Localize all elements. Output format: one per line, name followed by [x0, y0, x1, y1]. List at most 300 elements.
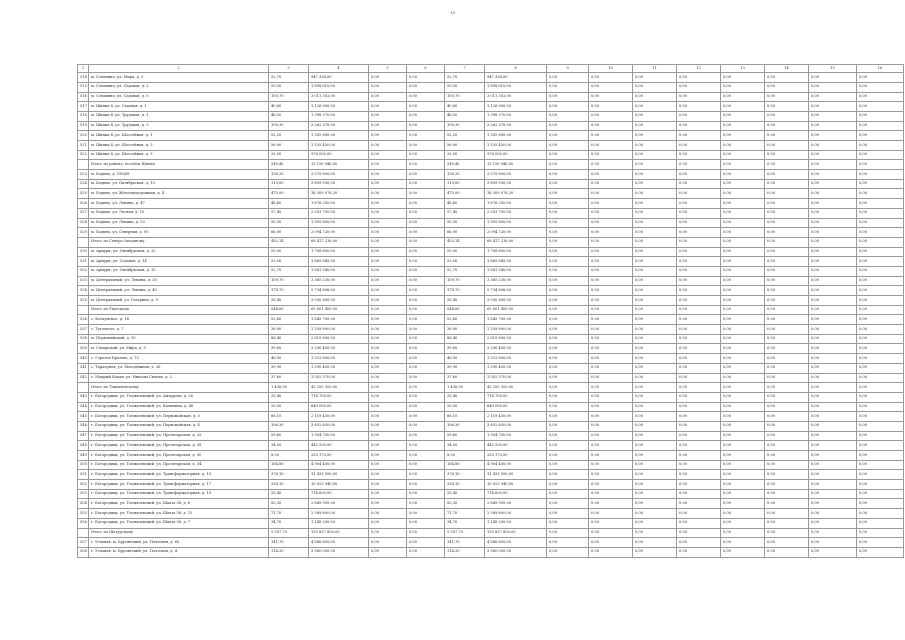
row-number-cell: 521 — [78, 141, 89, 151]
value-cell: 0,00 — [677, 547, 721, 557]
value-cell: 0,00 — [369, 199, 407, 209]
value-cell: 0,00 — [765, 315, 809, 325]
value-cell: 947 334,00 — [309, 73, 369, 83]
value-cell: 0,00 — [589, 111, 633, 121]
value-cell: 0,00 — [721, 266, 765, 276]
address-cell: м. Бодино, ул. Железнодорожная, д. 4 — [89, 189, 269, 199]
value-cell: 15 150 946,00 — [309, 160, 369, 170]
value-cell: 0,00 — [857, 402, 904, 412]
value-cell: 0,00 — [547, 363, 589, 373]
value-cell: 155 837 800,00 — [309, 528, 369, 538]
value-cell: 55,30 — [445, 218, 485, 228]
value-cell: 0,00 — [721, 334, 765, 344]
value-cell: 1 339 800,00 — [485, 325, 547, 335]
value-cell: 0,00 — [809, 528, 857, 538]
value-cell: 0,00 — [765, 344, 809, 354]
value-cell: 0,00 — [809, 228, 857, 238]
value-cell: 0,00 — [369, 296, 407, 306]
value-cell: 0,00 — [857, 82, 904, 92]
value-cell: 475,00 — [445, 189, 485, 199]
value-cell: 0,00 — [589, 538, 633, 548]
value-cell: 0,00 — [547, 344, 589, 354]
value-cell: 0,00 — [407, 160, 445, 170]
value-cell: 0,00 — [633, 315, 677, 325]
value-cell: 0,00 — [809, 102, 857, 112]
value-cell: 0,00 — [765, 325, 809, 335]
value-cell: 0,00 — [677, 199, 721, 209]
column-number-16: 16 — [857, 65, 904, 73]
value-cell: 475,00 — [269, 189, 309, 199]
table-row — [78, 392, 904, 402]
value-cell: 0,00 — [677, 421, 721, 431]
value-cell: 0,00 — [589, 431, 633, 441]
value-cell: 1 708 600,00 — [309, 247, 369, 257]
value-cell: 0,00 — [677, 344, 721, 354]
page-number: 18 — [449, 10, 456, 15]
value-cell: 0,00 — [589, 383, 633, 393]
value-cell: 255 170,00 — [309, 451, 369, 461]
value-cell: 0,00 — [765, 354, 809, 364]
value-cell: 0,00 — [589, 189, 633, 199]
value-cell: 0,00 — [369, 208, 407, 218]
value-cell: 0,00 — [407, 266, 445, 276]
value-cell: 0,00 — [589, 160, 633, 170]
value-cell: 0,00 — [369, 402, 407, 412]
table-row — [78, 92, 904, 102]
value-cell: 0,00 — [407, 334, 445, 344]
value-cell: 0,00 — [633, 509, 677, 519]
value-cell: 0,00 — [407, 509, 445, 519]
value-cell: 40,60 — [445, 102, 485, 112]
value-cell: 1 135 450,00 — [485, 141, 547, 151]
value-cell: 0,00 — [857, 509, 904, 519]
address-cell: г. Богородицк, ул. Толмачевский, ул. Шахта 58, д. 7 — [89, 518, 269, 528]
value-cell: 0,00 — [407, 431, 445, 441]
address-cell: м. Центральный, ул. Ленина, д. 40 — [89, 286, 269, 296]
value-cell: 0,00 — [721, 237, 765, 247]
value-cell: 0,00 — [407, 199, 445, 209]
address-cell: Итого по Шатурскому — [89, 528, 269, 538]
value-cell: 25,40 — [269, 392, 309, 402]
value-cell: 714 700,00 — [485, 392, 547, 402]
value-cell: 0,00 — [547, 150, 589, 160]
value-cell: 68 417 216,00 — [309, 237, 369, 247]
value-cell: 3 385 230,00 — [485, 276, 547, 286]
value-cell: 0,00 — [721, 451, 765, 461]
value-cell: 0,00 — [857, 451, 904, 461]
value-cell: 0,00 — [547, 392, 589, 402]
value-cell: 0,00 — [765, 480, 809, 490]
row-number-cell: 536 — [78, 315, 89, 325]
value-cell: 0,00 — [677, 92, 721, 102]
table-row — [78, 518, 904, 528]
value-cell: 0,00 — [589, 421, 633, 431]
value-cell: 0,00 — [677, 170, 721, 180]
value-cell: 0,00 — [547, 121, 589, 131]
value-cell: 0,00 — [547, 489, 589, 499]
value-cell: 0,00 — [589, 257, 633, 267]
value-cell: 0,00 — [633, 305, 677, 315]
value-cell: 0,00 — [765, 228, 809, 238]
column-number-9: 9 — [547, 65, 589, 73]
value-cell: 119,00 — [269, 179, 309, 189]
row-number-cell: 538 — [78, 334, 89, 344]
value-cell: 0,00 — [809, 237, 857, 247]
value-cell: 0,00 — [407, 276, 445, 286]
value-cell: 0,00 — [677, 247, 721, 257]
value-cell: 0,00 — [809, 421, 857, 431]
value-cell: 66,10 — [445, 412, 485, 422]
column-number-2: 2 — [89, 65, 269, 73]
value-cell: 114,20 — [445, 547, 485, 557]
table-row — [78, 121, 904, 131]
value-cell: 5 087,70 — [269, 528, 309, 538]
value-cell: 0,00 — [677, 325, 721, 335]
value-cell: 0,00 — [765, 431, 809, 441]
value-cell: 0,00 — [721, 315, 765, 325]
table-body — [78, 73, 904, 557]
value-cell: 0,00 — [633, 373, 677, 383]
value-cell: 0,00 — [547, 431, 589, 441]
address-cell: м. Сочихино, ул. Мира, д. 3 — [89, 73, 269, 83]
address-cell: Итого по Токмачевскому — [89, 383, 269, 393]
value-cell: 0,00 — [857, 131, 904, 141]
value-cell: 2 119 450,00 — [485, 412, 547, 422]
value-cell: 0,00 — [407, 441, 445, 451]
row-number-cell: 527 — [78, 208, 89, 218]
value-cell: 0,00 — [857, 189, 904, 199]
address-cell: г. Узловая, м. Брусянский, ул. Почтовая, д. 4 — [89, 547, 269, 557]
value-cell: 108,30 — [445, 121, 485, 131]
value-cell: 25,40 — [445, 489, 485, 499]
value-cell: 0,00 — [765, 305, 809, 315]
value-cell: 0,00 — [633, 257, 677, 267]
value-cell: 0,00 — [369, 257, 407, 267]
value-cell: 0,00 — [589, 286, 633, 296]
value-cell: 8,50 — [445, 451, 485, 461]
value-cell: 0,00 — [721, 518, 765, 528]
value-cell: 0,00 — [809, 82, 857, 92]
value-cell: 0,00 — [589, 402, 633, 412]
value-cell: 37,60 — [445, 373, 485, 383]
address-cell: с. Коскунское, д. 14 — [89, 315, 269, 325]
value-cell: 0,00 — [677, 228, 721, 238]
value-cell: 2 093 700,00 — [485, 208, 547, 218]
row-number-cell: 556 — [78, 518, 89, 528]
value-cell: 0,00 — [407, 363, 445, 373]
value-cell: 0,00 — [721, 509, 765, 519]
value-cell: 0,00 — [589, 325, 633, 335]
value-cell: 0,00 — [677, 334, 721, 344]
value-cell: 0,00 — [589, 460, 633, 470]
value-cell: 0,00 — [369, 131, 407, 141]
value-cell: 0,00 — [369, 150, 407, 160]
value-cell: 0,00 — [547, 266, 589, 276]
value-cell: 714 600,00 — [309, 489, 369, 499]
value-cell: 100,70 — [269, 92, 309, 102]
address-cell: м. Армури, ул. Октябрьская, д. 12 — [89, 247, 269, 257]
value-cell: 53,56 — [445, 257, 485, 267]
value-cell: 0,00 — [407, 141, 445, 151]
value-cell: 0,00 — [857, 392, 904, 402]
value-cell: 0,00 — [765, 421, 809, 431]
value-cell: 0,00 — [677, 315, 721, 325]
value-cell: 0,00 — [857, 431, 904, 441]
row-number-cell: 544 — [78, 402, 89, 412]
value-cell: 0,00 — [633, 247, 677, 257]
value-cell: 338,10 — [269, 480, 309, 490]
value-cell: 0,00 — [633, 286, 677, 296]
value-cell: 0,00 — [589, 334, 633, 344]
value-cell: 549,40 — [445, 160, 485, 170]
value-cell: 108,30 — [269, 121, 309, 131]
value-cell: 0,00 — [407, 402, 445, 412]
value-cell: 0,00 — [633, 518, 677, 528]
subtotal-row — [78, 160, 904, 170]
value-cell: 0,00 — [721, 199, 765, 209]
address-cell: м. Бодино, ул. Октябрьская, д. 10 — [89, 179, 269, 189]
table-row — [78, 547, 904, 557]
value-cell: 8,50 — [269, 451, 309, 461]
value-cell: 0,00 — [547, 305, 589, 315]
value-cell: 0,00 — [809, 150, 857, 160]
value-cell: 544,60 — [445, 305, 485, 315]
value-cell: 0,00 — [809, 131, 857, 141]
value-cell: 43 255 300,00 — [485, 383, 547, 393]
value-cell: 0,00 — [677, 189, 721, 199]
value-cell: 0,00 — [677, 257, 721, 267]
value-cell: 66,10 — [269, 412, 309, 422]
address-cell: м. Самарский, ул. Мира, д. 9 — [89, 344, 269, 354]
value-cell: 0,00 — [369, 334, 407, 344]
table-row — [78, 266, 904, 276]
value-cell: 0,00 — [677, 73, 721, 83]
value-cell: 56,90 — [269, 141, 309, 151]
value-cell: 0,00 — [677, 266, 721, 276]
value-cell: 68 417 216,00 — [485, 237, 547, 247]
value-cell: 0,00 — [547, 131, 589, 141]
value-cell: 1 645 700,00 — [309, 315, 369, 325]
column-number-15: 15 — [809, 65, 857, 73]
value-cell: 52,70 — [269, 73, 309, 83]
value-cell: 640 000,00 — [485, 402, 547, 412]
value-cell: 0,00 — [633, 189, 677, 199]
value-cell: 106,30 — [445, 421, 485, 431]
value-cell: 53,56 — [269, 257, 309, 267]
value-cell: 38,00 — [269, 325, 309, 335]
value-cell: 0,00 — [369, 325, 407, 335]
value-cell: 5 734 806,00 — [309, 286, 369, 296]
value-cell: 0,00 — [633, 218, 677, 228]
value-cell: 3 296 400,00 — [309, 344, 369, 354]
value-cell: 1 881 540,00 — [309, 266, 369, 276]
value-cell: 0,00 — [589, 509, 633, 519]
value-cell: 0,00 — [589, 480, 633, 490]
value-cell: 3 011 302,00 — [485, 92, 547, 102]
value-cell: 0,00 — [547, 547, 589, 557]
address-cell: г. Богородицк, ул. Толмачевский, ул. Трансформаторная, д. 19 — [89, 489, 269, 499]
value-cell: 0,00 — [677, 354, 721, 364]
value-cell: 0,00 — [721, 538, 765, 548]
value-cell: 0,00 — [857, 111, 904, 121]
table-row — [78, 189, 904, 199]
table-row — [78, 412, 904, 422]
value-cell: 71,70 — [269, 509, 309, 519]
value-cell: 141,70 — [269, 538, 309, 548]
address-cell: м. Армури, ул. Октябрьская, д. 15 — [89, 266, 269, 276]
value-cell: 0,00 — [677, 509, 721, 519]
value-cell: 32,00 — [269, 150, 309, 160]
value-cell: 0,00 — [547, 412, 589, 422]
value-cell: 0,00 — [407, 325, 445, 335]
value-cell: 0,00 — [677, 150, 721, 160]
register-table — [77, 64, 904, 558]
value-cell: 3 852 650,00 — [309, 421, 369, 431]
value-cell: 136,20 — [269, 170, 309, 180]
value-cell: 0,00 — [633, 82, 677, 92]
column-number-3: 3 — [269, 65, 309, 73]
row-number-cell — [78, 383, 89, 393]
value-cell: 0,00 — [407, 383, 445, 393]
value-cell: 15 150 946,00 — [485, 160, 547, 170]
value-cell: 59,60 — [269, 431, 309, 441]
table-row — [78, 509, 904, 519]
value-cell: 0,00 — [809, 92, 857, 102]
value-cell: 0,00 — [547, 237, 589, 247]
table-row — [78, 208, 904, 218]
value-cell: 0,00 — [369, 170, 407, 180]
value-cell: 0,00 — [633, 170, 677, 180]
value-cell: 0,00 — [369, 344, 407, 354]
table-row — [78, 325, 904, 335]
address-cell: с. Мокрый Кадан, ул. Николы Склона, д. 2 — [89, 373, 269, 383]
address-cell: м. Шипка-4, ул. Садовая, д. 1 — [89, 102, 269, 112]
value-cell: 0,00 — [407, 489, 445, 499]
table-row — [78, 73, 904, 83]
row-number-cell: 515 — [78, 82, 89, 92]
row-number-cell: 519 — [78, 121, 89, 131]
address-cell: с. Туголесье, д. 7 — [89, 325, 269, 335]
value-cell: 0,00 — [589, 305, 633, 315]
address-cell: м. Шипка-4, ул. Шоссейная, д. 3 — [89, 141, 269, 151]
value-cell: 0,00 — [633, 441, 677, 451]
value-cell: 0,00 — [765, 150, 809, 160]
value-cell: 0,00 — [721, 305, 765, 315]
value-cell: 0,00 — [765, 528, 809, 538]
value-cell: 1 339 800,00 — [309, 325, 369, 335]
value-cell: 0,00 — [809, 547, 857, 557]
value-cell: 0,00 — [809, 315, 857, 325]
value-cell: 0,00 — [809, 170, 857, 180]
value-cell: 0,00 — [765, 247, 809, 257]
value-cell: 0,00 — [765, 73, 809, 83]
value-cell: 1 898 610,00 — [485, 82, 547, 92]
address-cell: г. Богородицк, ул. Толмачевский, ул. Пролетарская, д. 30 — [89, 451, 269, 461]
address-cell: м. Шипка-4, ул. Трудовая, д. 5 — [89, 121, 269, 131]
value-cell: 46,90 — [269, 354, 309, 364]
value-cell: 0,00 — [857, 228, 904, 238]
row-number-cell — [78, 528, 89, 538]
value-cell: 0,00 — [369, 73, 407, 83]
value-cell: 34,70 — [445, 518, 485, 528]
table-row — [78, 150, 904, 160]
value-cell: 0,00 — [633, 363, 677, 373]
value-cell: 0,00 — [721, 218, 765, 228]
value-cell: 0,00 — [857, 237, 904, 247]
value-cell: 0,00 — [407, 451, 445, 461]
value-cell: 0,00 — [369, 218, 407, 228]
value-cell: 0,00 — [721, 141, 765, 151]
value-cell: 0,00 — [765, 131, 809, 141]
value-cell: 0,00 — [809, 344, 857, 354]
table-row — [78, 421, 904, 431]
value-cell: 1 645 700,00 — [485, 315, 547, 325]
value-cell: 0,00 — [589, 179, 633, 189]
value-cell: 3 899 930,00 — [485, 179, 547, 189]
value-cell: 0,00 — [547, 315, 589, 325]
value-cell: 0,00 — [407, 412, 445, 422]
value-cell: 0,00 — [809, 441, 857, 451]
value-cell: 0,00 — [407, 131, 445, 141]
value-cell: 0,00 — [369, 460, 407, 470]
value-cell: 82,30 — [445, 499, 485, 509]
value-cell: 0,00 — [407, 73, 445, 83]
address-cell: м. Шипка-4, ул. Трудовая, д. 1 — [89, 111, 269, 121]
value-cell: 0,00 — [407, 228, 445, 238]
value-cell: 0,00 — [721, 286, 765, 296]
value-cell: 100,70 — [445, 92, 485, 102]
value-cell: 82,30 — [269, 499, 309, 509]
value-cell: 0,00 — [721, 160, 765, 170]
value-cell: 0,00 — [633, 383, 677, 393]
value-cell: 178,70 — [445, 286, 485, 296]
value-cell: 0,00 — [721, 102, 765, 112]
value-cell: 0,00 — [857, 208, 904, 218]
value-cell: 0,00 — [369, 286, 407, 296]
value-cell: 164,80 — [269, 460, 309, 470]
value-cell: 0,00 — [369, 315, 407, 325]
value-cell: 1 052 370,00 — [309, 373, 369, 383]
value-cell: 0,00 — [765, 518, 809, 528]
value-cell: 1 881 540,00 — [485, 266, 547, 276]
value-cell: 0,00 — [765, 121, 809, 131]
value-cell: 0,00 — [765, 266, 809, 276]
value-cell: 0,00 — [369, 102, 407, 112]
value-cell: 0,00 — [721, 412, 765, 422]
value-cell: 0,00 — [857, 247, 904, 257]
table-row — [78, 460, 904, 470]
value-cell: 0,00 — [809, 509, 857, 519]
value-cell: 0,00 — [407, 189, 445, 199]
value-cell: 0,00 — [547, 179, 589, 189]
table-row — [78, 276, 904, 286]
address-cell: г. Богородицк, ул. Толмачевский, ул. Пролетарская, д. 25 — [89, 431, 269, 441]
value-cell: 0,00 — [677, 237, 721, 247]
value-cell: 0,00 — [369, 305, 407, 315]
value-cell: 0,00 — [765, 141, 809, 151]
value-cell: 1 523 800,00 — [485, 354, 547, 364]
value-cell: 0,00 — [547, 334, 589, 344]
value-cell: 0,00 — [547, 228, 589, 238]
value-cell: 0,00 — [547, 296, 589, 306]
row-number-cell: 522 — [78, 150, 89, 160]
address-cell: Итого по Уватскому — [89, 305, 269, 315]
value-cell: 0,00 — [633, 489, 677, 499]
value-cell: 0,00 — [857, 412, 904, 422]
row-number-cell: 550 — [78, 460, 89, 470]
table-row — [78, 363, 904, 373]
table-row — [78, 218, 904, 228]
